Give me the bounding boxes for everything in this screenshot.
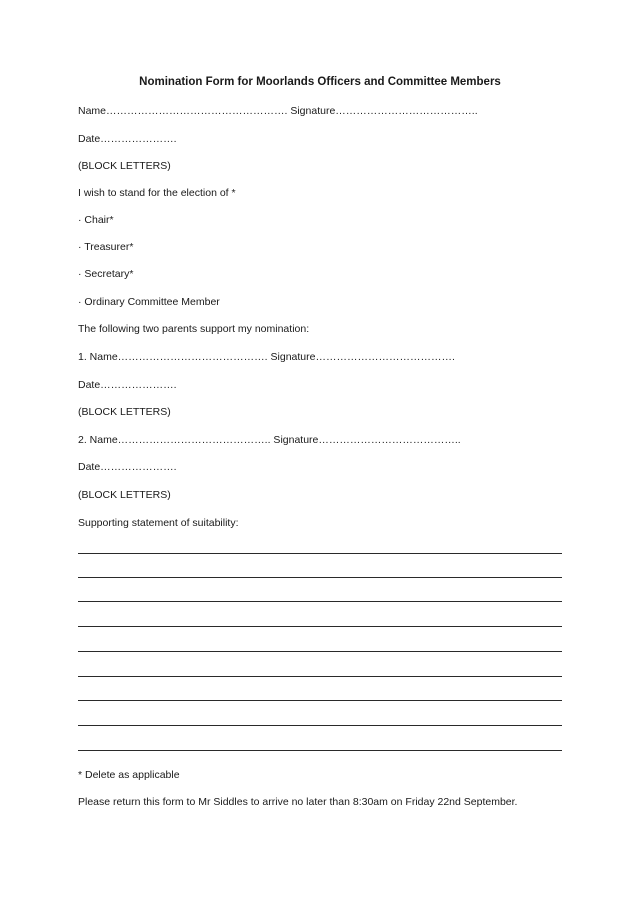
return-instruction-text: Please return this form to Mr Siddles to arrive no later than 8:30am on Friday 22nd September. <box>78 796 518 808</box>
statement-writing-line <box>78 676 562 677</box>
statement-writing-line <box>78 577 562 578</box>
statement-writing-line <box>78 700 562 701</box>
supporting-statement-label: Supporting statement of suitability: <box>78 517 239 529</box>
candidate-date-line: Date…………………. <box>78 133 177 145</box>
statement-writing-line <box>78 626 562 627</box>
parent-1-block-letters-label: (BLOCK LETTERS) <box>78 406 171 418</box>
parent-2-date-line: Date…………………. <box>78 461 177 473</box>
statement-writing-line <box>78 651 562 652</box>
option-chair: · Chair* <box>78 214 114 226</box>
statement-writing-line <box>78 601 562 602</box>
candidate-block-letters-label: (BLOCK LETTERS) <box>78 160 171 172</box>
parent-1-date-line: Date…………………. <box>78 379 177 391</box>
option-treasurer: · Treasurer* <box>78 241 134 253</box>
option-secretary: · Secretary* <box>78 268 134 280</box>
parent-2-name-signature-line: 2. Name…………………………………….. Signature………………………………….. <box>78 434 461 446</box>
delete-as-applicable-note: * Delete as applicable <box>78 769 180 781</box>
form-title: Nomination Form for Moorlands Officers and Committee Members <box>139 76 501 88</box>
statement-writing-line <box>78 750 562 751</box>
parent-2-block-letters-label: (BLOCK LETTERS) <box>78 489 171 501</box>
candidate-name-signature-line: Name……………………………………………. Signature………………………………….. <box>78 105 478 117</box>
election-intro-text: I wish to stand for the election of * <box>78 187 236 199</box>
statement-writing-line <box>78 725 562 726</box>
parent-1-name-signature-line: 1. Name……………………………………. Signature…………………………………. <box>78 351 455 363</box>
parents-support-intro-text: The following two parents support my nomination: <box>78 323 310 335</box>
option-ordinary-committee-member: · Ordinary Committee Member <box>78 296 220 308</box>
statement-writing-line <box>78 553 562 554</box>
